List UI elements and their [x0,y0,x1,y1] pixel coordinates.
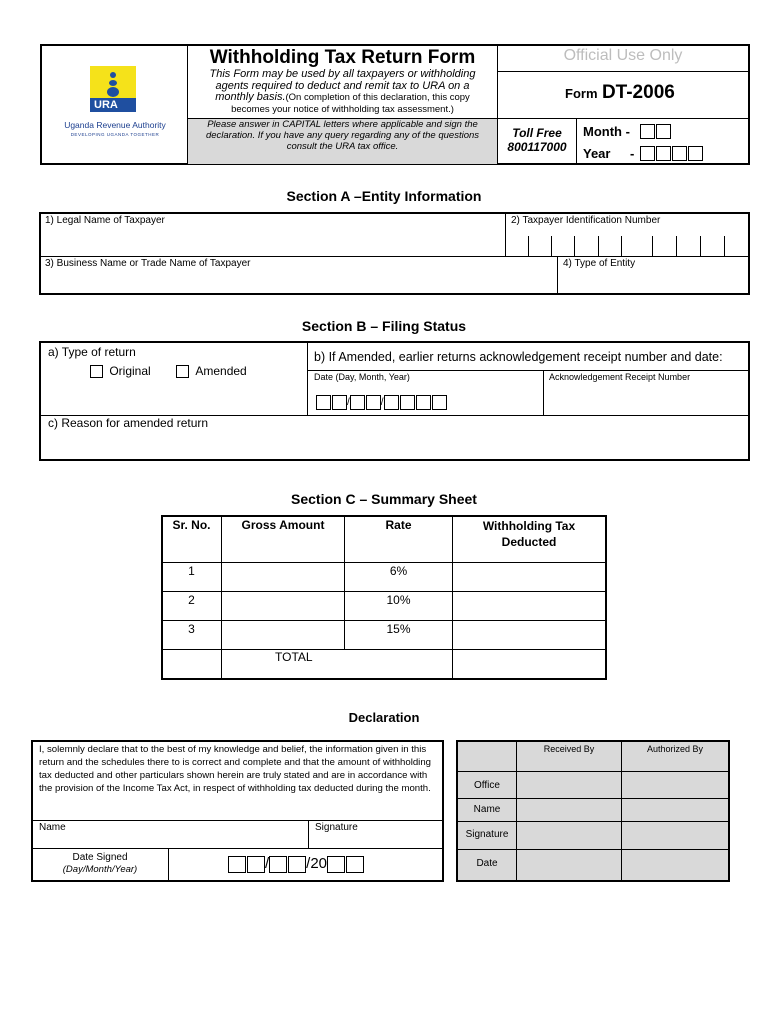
reason-field[interactable]: c) Reason for amended return [48,416,209,430]
amended-date-boxes[interactable]: / / [316,395,447,410]
section-b-title: Section B – Filing Status [301,318,467,334]
total-label: TOTAL [275,650,313,664]
row-1-sr: 1 [188,564,195,578]
row-1-wht[interactable] [453,563,605,591]
intro-normal: (On completion of this declaration, this copy becomes your notice of withholding tax assessment.) [231,92,470,115]
section-a-title: Section A –Entity Information [286,188,482,204]
amended-label: Amended [195,364,247,378]
form-code [565,82,745,104]
month-label: Month - [583,124,630,139]
declaration-text: I, solemnly declare that to the best of my knowledge and belief, the information given in this return and the schedules there to is correct and complete and that the amount of withholding tax deducted and other particulars shown herein are truly stated and are in accordance with the provision of the Income Tax Act, in respect of withholding tax deducted during the month. [39,744,431,794]
declaration-title: Declaration [348,710,420,725]
col-wht-deducted: Withholding Tax Deducted [482,519,576,549]
amended-checkbox-box[interactable] [176,365,189,378]
original-checkbox-box[interactable] [90,365,103,378]
date-signed-format: (Day/Month/Year) [62,864,138,875]
original-checkbox[interactable] [90,364,151,378]
total-wht[interactable] [453,650,605,679]
month-boxes[interactable] [640,123,671,141]
date-signed-label: Date Signed [72,852,128,863]
toll-free-label: Toll Free [512,126,562,140]
row-2-gross-amount[interactable] [222,592,344,620]
logo-acronym: URA [90,98,136,112]
entity-type-field[interactable]: 4) Type of Entity [563,258,636,269]
row-2-rate: 10% [386,593,411,607]
office-row-date: Date [476,858,498,869]
section-c-title: Section C – Summary Sheet [291,491,477,507]
toll-free-number: 800117000 [507,140,567,154]
form-code-value: DT-2006 [601,82,675,103]
row-3-gross-amount[interactable] [222,621,344,649]
amended-question: b) If Amended, earlier returns acknowledgement receipt number and date: [314,350,723,364]
legal-name-field[interactable]: 1) Legal Name of Taxpayer [45,215,165,226]
office-row-office: Office [474,780,500,791]
office-row-name: Name [473,804,501,815]
tin-label: 2) Taxpayer Identification Number [511,215,661,226]
form-intro [196,69,489,115]
amended-checkbox[interactable] [176,364,247,378]
type-of-return-label: a) Type of return [48,345,136,359]
year-dash: - [630,146,635,161]
row-2-sr: 2 [188,593,195,607]
logo-figure-icon [110,72,116,78]
logo-emblem [90,66,136,112]
form-title: Withholding Tax Return Form [209,47,476,68]
col-gross-amount: Gross Amount [241,518,325,532]
decl-name-field[interactable]: Name [39,822,66,833]
row-3-sr: 3 [188,622,195,636]
col-rate: Rate [385,518,412,532]
ack-label: Acknowledgement Receipt Number [549,372,691,382]
office-row-signature: Signature [465,829,509,840]
form-instructions: Please answer in CAPITAL letters where applicable and sign the declaration. If you have any query regarding any of the questions consult the URA tax office. [205,119,480,152]
row-3-rate: 15% [386,622,411,636]
business-name-field[interactable]: 3) Business Name or Trade Name of Taxpayer [45,258,251,269]
authorized-by-header: Authorized By [646,744,704,754]
date-signed-boxes[interactable]: / /20 [228,855,364,873]
form-prefix: Form [565,86,598,101]
official-use-label: Official Use Only [563,47,683,64]
row-1-gross-amount[interactable] [222,563,344,591]
decl-signature-field[interactable]: Signature [315,822,358,833]
intro-italic: This Form may be used by all taxpayers or withholding agents required to deduct and remit tax to URA on a monthly basis. [209,68,476,103]
year-prefix: /20 [306,855,328,872]
year-boxes[interactable] [640,145,703,163]
col-sr-no: Sr. No. [172,518,211,532]
ura-logo [50,62,180,152]
tin-boxes[interactable] [506,236,749,256]
original-label: Original [109,364,151,378]
logo-tagline: DEVELOPING UGANDA TOGETHER [70,132,160,137]
row-1-rate: 6% [389,564,408,578]
logo-name: Uganda Revenue Authority [64,120,166,130]
year-label: Year [583,146,611,161]
date-label: Date (Day, Month, Year) [314,372,410,382]
received-by-header: Received By [543,744,595,754]
row-2-wht[interactable] [453,592,605,620]
row-3-wht[interactable] [453,621,605,649]
